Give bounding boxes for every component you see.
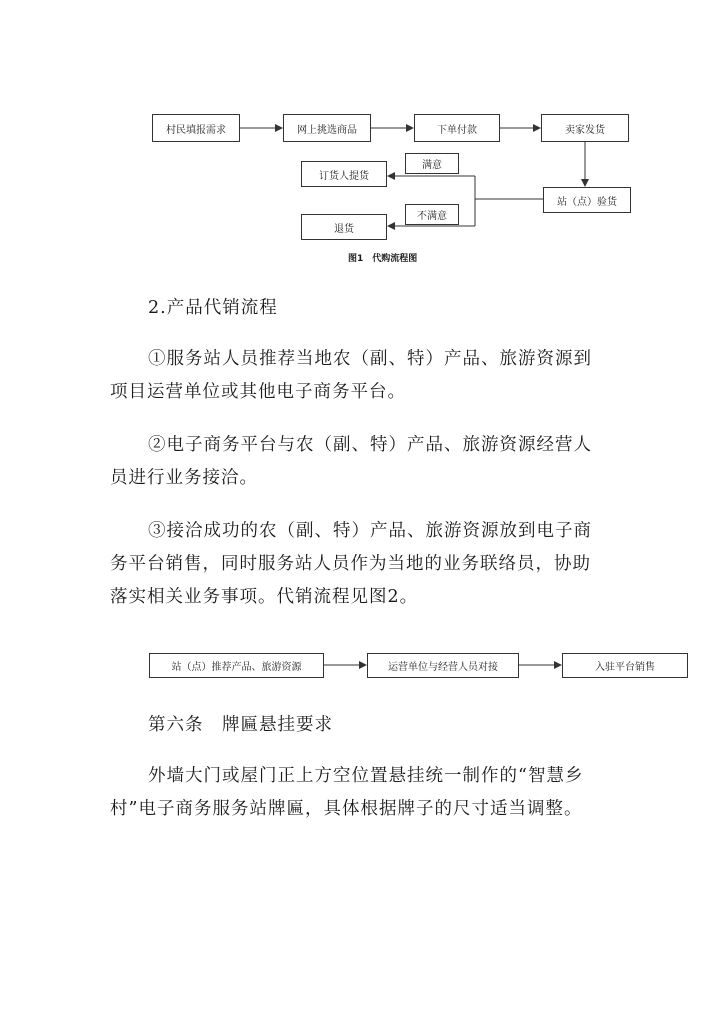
- flow-label-unsatisfied: 不满意: [405, 204, 459, 225]
- flow2-box-docking: 运营单位与经营人员对接: [367, 653, 519, 678]
- flow-label-satisfied: 满意: [405, 153, 459, 174]
- item2-line2: 员进行业务接洽。: [110, 468, 258, 488]
- article6-line2: 村”电子商务服务站牌匾，具体根据牌子的尺寸适当调整。: [110, 799, 583, 819]
- item3-line1: ③接洽成功的农（副、特）产品、旅游资源放到电子商: [148, 521, 592, 541]
- article6-line1: 外墙大门或屋门正上方空位置悬挂统一制作的“智慧乡: [148, 766, 584, 786]
- item1-line1: ①服务站人员推荐当地农（副、特）产品、旅游资源到: [148, 349, 592, 369]
- flow2-box-recommend: 站（点）推荐产品、旅游资源: [149, 653, 324, 678]
- flow-box-return: 退货: [301, 214, 387, 240]
- flow-box-seller-ship: 卖家发货: [541, 114, 629, 142]
- article6-heading: 第六条 牌匾悬挂要求: [148, 715, 333, 735]
- item3-line3: 落实相关业务事项。代销流程见图2。: [110, 587, 419, 607]
- flow-box-select-goods: 网上挑选商品: [283, 114, 371, 142]
- flow-box-station-inspect: 站（点）验货: [543, 187, 631, 213]
- item1-line2: 项目运营单位或其他电子商务平台。: [110, 382, 406, 402]
- flow-box-pickup: 订货人提货: [301, 161, 387, 187]
- flow-box-place-order: 下单付款: [414, 114, 500, 142]
- item2-line1: ②电子商务平台与农（副、特）产品、旅游资源经营人: [148, 435, 592, 455]
- figure-1-caption: 图1 代购流程图: [348, 254, 418, 264]
- flow2-box-platform-sale: 入驻平台销售: [562, 653, 688, 678]
- flow-box-villager-request: 村民填报需求: [152, 114, 240, 142]
- section-heading: 2.产品代销流程: [148, 298, 278, 318]
- item3-line2: 务平台销售，同时服务站人员作为当地的业务联络员，协助: [110, 554, 591, 574]
